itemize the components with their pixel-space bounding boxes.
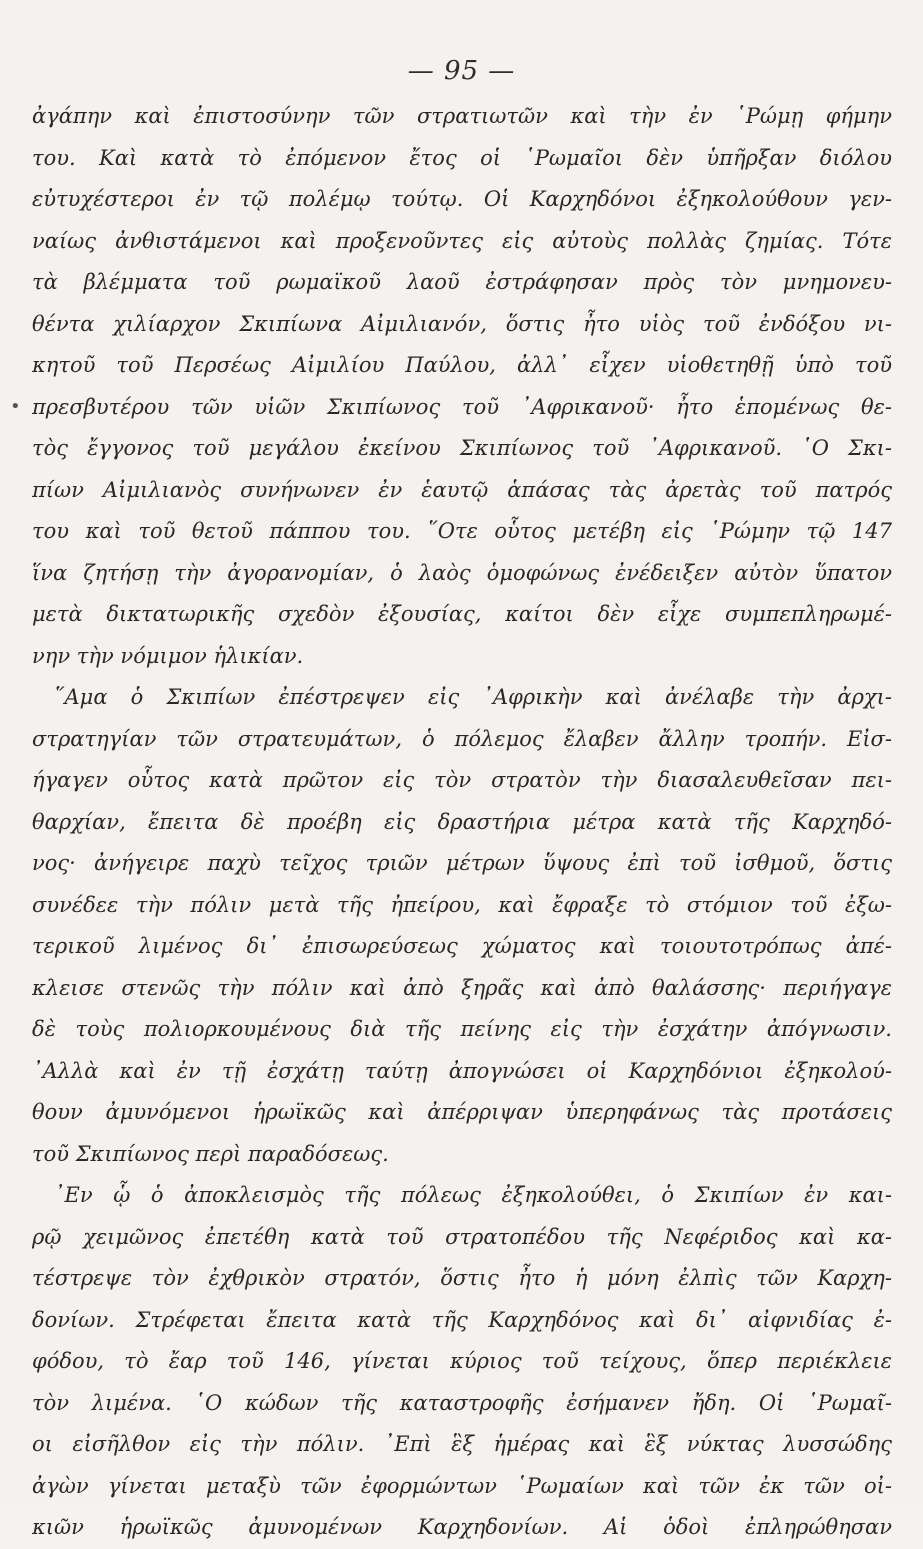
text-line: μετὰ δικτατωρικῆς σχεδὸν ἐξουσίας, καίτοι δὲν εἶχε συμπεπληρωμέ- xyxy=(32,602,892,626)
text-line: θουν ἀμυνόμενοι ἡρωϊκῶς καὶ ἀπέρριψαν ὑπερηφάνως τὰς προτάσεις xyxy=(32,1100,892,1124)
text-line: τὸς ἔγγονος τοῦ μεγάλου ἐκείνου Σκιπίωνος τοῦ ᾽Αφρικανοῦ. ῾Ο Σκι- xyxy=(32,436,892,460)
text-line: δονίων. Στρέφεται ἔπειτα κατὰ τῆς Καρχηδόνος καὶ δι᾽ αἰφνιδίας ἐ- xyxy=(32,1307,892,1332)
text-line: τοῦ Σκιπίωνος περὶ παραδόσεως. xyxy=(32,1141,389,1166)
text-line: ήγαγεν οὗτος κατὰ πρῶτον εἰς τὸν στρατὸν τὴν διασαλευθεῖσαν πει- xyxy=(32,768,892,792)
text-line: τὰ βλέμματα τοῦ ρωμαϊκοῦ λαοῦ ἐστράφησαν πρὸς τὸν μνημονευ- xyxy=(32,270,892,294)
text-line: εὐτυχέστεροι ἐν τῷ πολέμῳ τούτῳ. Οἱ Καρχηδόνοι ἐξηκολούθουν γεν- xyxy=(32,187,892,211)
text-line: νην τὴν νόμιμον ἡλικίαν. xyxy=(32,643,304,668)
text-line: ρῷ χειμῶνος ἐπετέθη κατὰ τοῦ στρατοπέδου τῆς Νεφέριδος καὶ κα- xyxy=(32,1224,892,1249)
text-line: κητοῦ τοῦ Περσέως Αἰμιλίου Παύλου, ἀλλ᾽ εἶχεν υἱοθετηθῇ ὑπὸ τοῦ xyxy=(32,353,892,377)
margin-mark: • xyxy=(10,396,21,417)
text-line: ῞Αμα ὁ Σκιπίων ἐπέστρεψεν εἰς ᾽Αφρικὴν καὶ ἀνέλαβε τὴν ἀρχι- xyxy=(54,685,892,709)
text-line: ᾽Εν ᾧ ὁ ἀποκλεισμὸς τῆς πόλεως ἐξηκολούθει, ὁ Σκιπίων ἐν και- xyxy=(54,1183,892,1207)
text-line: ἀγὼν γίνεται μεταξὺ τῶν ἐφορμώντων ῾Ρωμαίων καὶ τῶν ἐκ τῶν οἰ- xyxy=(32,1473,892,1498)
text-line: νος· ἀνήγειρε παχὺ τεῖχος τριῶν μέτρων ὕψους ἐπὶ τοῦ ἰσθμοῦ, ὅστις xyxy=(32,851,892,875)
text-line: τερικοῦ λιμένος δι᾽ ἐπισωρεύσεως χώματος καὶ τοιουτοτρόπως ἀπέ- xyxy=(32,934,892,958)
text-line: ναίως ἀνθιστάμενοι καὶ προξενοῦντες εἰς αὐτοὺς πολλὰς ζημίας. Τότε xyxy=(32,228,892,253)
text-line: θέντα χιλίαρχον Σκιπίωνα Αἰμιλιανόν, ὅστις ἦτο υἱὸς τοῦ ἐνδόξου νι- xyxy=(32,311,892,336)
text-line: ἵνα ζητήσῃ τὴν ἀγορανομίαν, ὁ λαὸς ὁμοφώνως ἐνέδειξεν αὐτὸν ὕπατον xyxy=(32,560,892,585)
text-line: ᾽Αλλὰ καὶ ἐν τῇ ἐσχάτῃ ταύτῃ ἀπογνώσει οἱ Καρχηδόνιοι ἐξηκολού- xyxy=(32,1058,892,1083)
text-line: οι εἰσῆλθον εἰς τὴν πόλιν. ᾽Επὶ ἓξ ἡμέρας καὶ ἓξ νύκτας λυσσώδης xyxy=(32,1432,892,1456)
text-line: πρεσβυτέρου τῶν υἱῶν Σκιπίωνος τοῦ ᾽Αφρικανοῦ· ἦτο ἑπομένως θε- xyxy=(32,394,892,419)
text-line: τὸν λιμένα. ῾Ο κώδων τῆς καταστροφῆς ἐσήμανεν ἤδη. Οἱ ῾Ρωμαῖ- xyxy=(32,1390,892,1415)
text-line: κλεισε στενῶς τὴν πόλιν καὶ ἀπὸ ξηρᾶς καὶ ἀπὸ θαλάσσης· περιήγαγε xyxy=(32,975,892,1000)
page-number: — 95 — xyxy=(407,56,516,86)
text-line: κιῶν ἡρωϊκῶς ἀμυνομένων Καρχηδονίων. Αἱ ὁδοὶ ἐπληρώθησαν xyxy=(32,1515,892,1539)
text-line: του καὶ τοῦ θετοῦ πάππου του. ῞Οτε οὗτος μετέβη εἰς ῾Ρώμην τῷ 147 xyxy=(32,519,892,543)
text-line: πίων Αἰμιλιανὸς συνήνωνεν ἐν ἑαυτῷ ἁπάσας τὰς ἀρετὰς τοῦ πατρός xyxy=(32,477,892,502)
text-line: φόδου, τὸ ἔαρ τοῦ 146, γίνεται κύριος τοῦ τείχους, ὅπερ περιέκλειε xyxy=(32,1349,892,1373)
text-line: ἀγάπην καὶ ἐπιστοσύνην τῶν στρατιωτῶν καὶ τὴν ἐν ῾Ρώμῃ φήμην xyxy=(32,104,892,128)
text-line: του. Καὶ κατὰ τὸ ἐπόμενον ἔτος οἱ ῾Ρωμαῖοι δὲν ὑπῆρξαν διόλου xyxy=(32,145,892,170)
text-line: συνέδεε τὴν πόλιν μετὰ τῆς ἠπείρου, καὶ ἔφραξε τὸ στόμιον τοῦ ἐξω- xyxy=(32,892,892,917)
body-text xyxy=(32,96,892,1549)
text-line: δὲ τοὺς πολιορκουμένους διὰ τῆς πείνης εἰς τὴν ἐσχάτην ἀπόγνωσιν. xyxy=(32,1017,892,1041)
text-line: στρατηγίαν τῶν στρατευμάτων, ὁ πόλεμος ἔλαβεν ἄλλην τροπήν. Εἰσ- xyxy=(32,726,892,751)
text-line: θαρχίαν, ἔπειτα δὲ προέβη εἰς δραστήρια μέτρα κατὰ τῆς Καρχηδό- xyxy=(32,809,892,834)
text-line: τέστρεψε τὸν ἐχθρικὸν στρατόν, ὅστις ἦτο ἡ μόνη ἐλπὶς τῶν Καρχη- xyxy=(32,1266,892,1290)
